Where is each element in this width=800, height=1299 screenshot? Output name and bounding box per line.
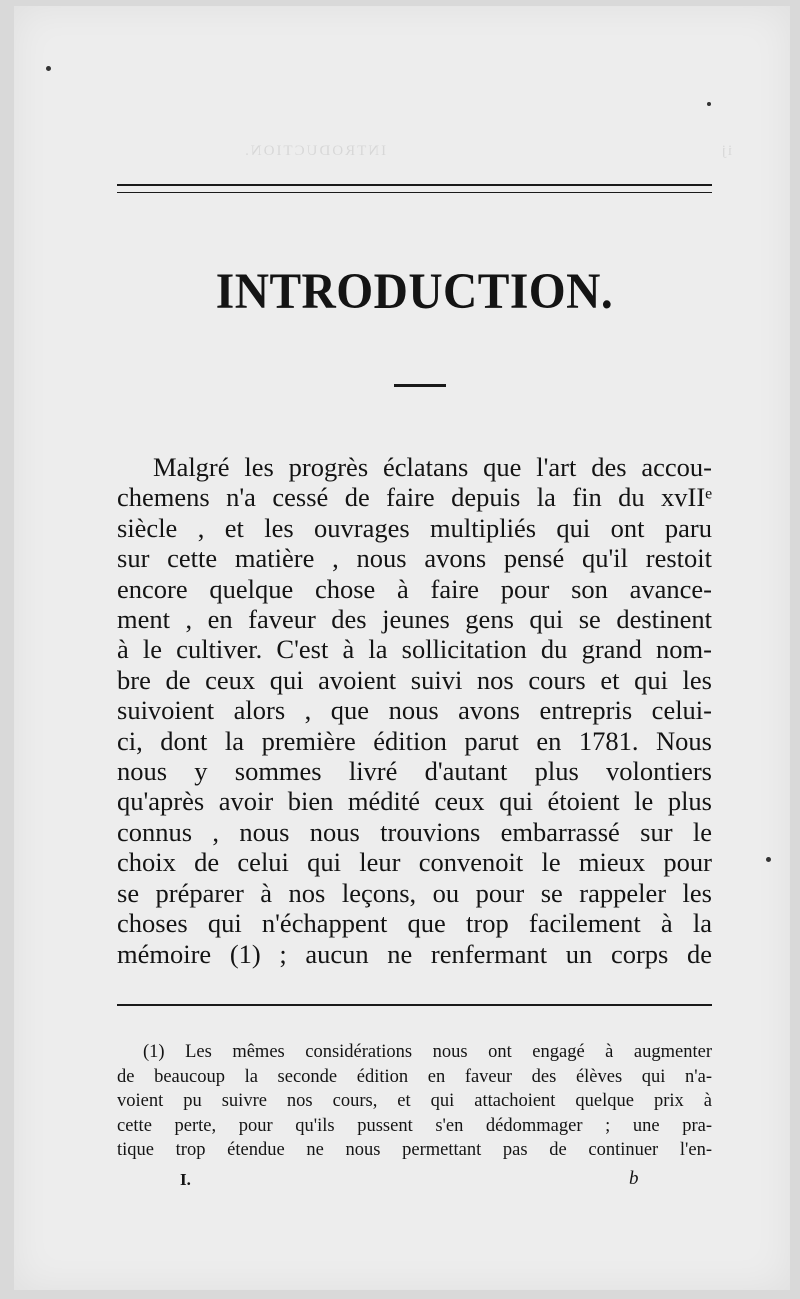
body-line: choix de celui qui leur convenoit le mieux pour <box>117 847 712 878</box>
body-paragraph <box>117 452 712 969</box>
body-line: qu'après avoir bien médité ceux qui étoient le plus <box>117 786 712 817</box>
footnote-rule <box>117 1004 712 1006</box>
paper-speck <box>766 857 771 862</box>
body-line: connus , nous nous trouvions embarrassé sur le <box>117 816 712 847</box>
body-line: se préparer à nos leçons, ou pour se rappeler les <box>117 877 712 908</box>
body-line: ment , en faveur des jeunes gens qui se destinent <box>117 604 712 635</box>
body-line: suivoient alors , que nous avons entrepris celui- <box>117 695 712 726</box>
body-line: nous y sommes livré d'autant plus volontiers <box>117 756 712 787</box>
body-line: chemens n'a cessé de faire depuis la fin du xvIIᵉ <box>117 482 712 513</box>
signature-mark: I. <box>180 1170 191 1189</box>
footnote-line: (1) Les mêmes considérations nous ont engagé à augmenter <box>143 1042 712 1062</box>
bleed-header-text: INTRODUCTION. <box>243 143 387 159</box>
body-line: sur cette matière , nous avons pensé qu'il restoit <box>117 543 712 574</box>
body-line: bre de ceux qui avoient suivi nos cours et qui les <box>117 664 712 695</box>
footnote-line: cette perte, pour qu'ils pussent s'en dédommager ; une pra- <box>117 1115 712 1136</box>
body-line: choses qui n'échappent que trop facilement à la <box>117 908 712 939</box>
paper-speck <box>707 102 711 106</box>
body-line: encore quelque chose à faire pour son avance- <box>117 573 712 604</box>
footnote-line: de beaucoup la seconde édition en faveur des élèves qui n'a- <box>117 1066 712 1087</box>
paper-speck <box>46 66 51 71</box>
body-line: à le cultiver. C'est à la sollicitation du grand nom- <box>117 634 712 665</box>
footnote-line: tique trop étendue ne nous permettant pas de continuer l'en- <box>117 1140 712 1160</box>
page-title: INTRODUCTION. <box>215 264 614 320</box>
footnote-line: voient pu suivre nos cours, et qui attachoient quelque prix à <box>117 1091 712 1111</box>
bleed-page-number: ij <box>719 143 732 159</box>
body-line: Malgré les progrès éclatans que l'art des accou- <box>153 452 712 482</box>
bleed-through-text <box>132 136 732 175</box>
body-line: mémoire (1) ; aucun ne renfermant un corps de <box>117 938 712 969</box>
bleed-header <box>132 136 732 167</box>
body-line: siècle , et les ouvrages multipliés qui ont paru <box>117 512 712 543</box>
title-underline-rule <box>394 384 446 387</box>
signature-letter: b <box>629 1168 639 1189</box>
header-double-rule <box>117 184 712 193</box>
footnote <box>117 1040 712 1163</box>
body-line: ci, dont la première édition parut en 1781. Nous <box>117 725 712 756</box>
